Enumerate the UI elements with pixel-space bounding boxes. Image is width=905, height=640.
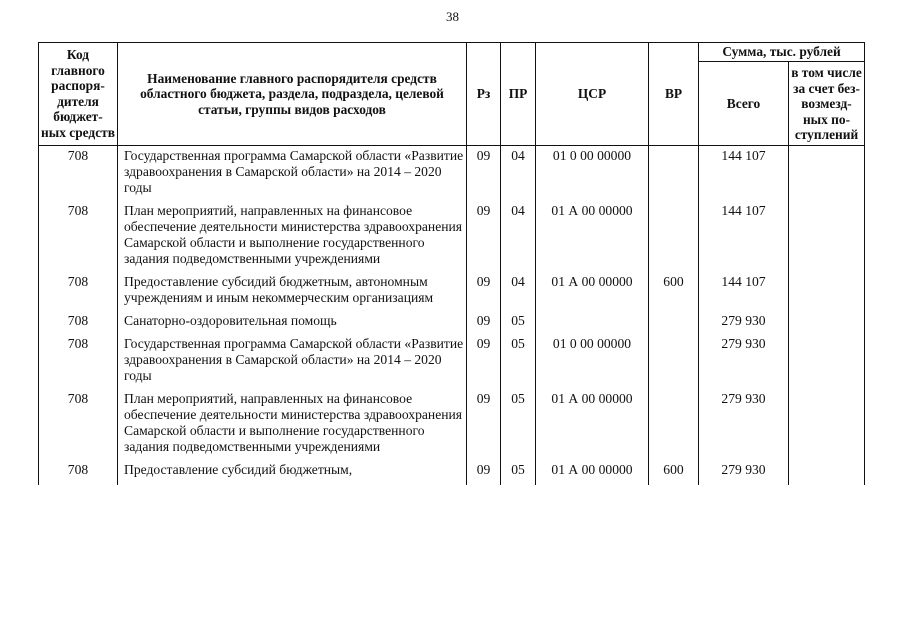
cell-incl xyxy=(789,313,865,336)
cell-rz: 09 xyxy=(467,203,501,274)
header-pr: ПР xyxy=(501,43,536,146)
cell-code: 708 xyxy=(39,391,118,462)
cell-code: 708 xyxy=(39,462,118,485)
cell-vr xyxy=(649,203,699,274)
cell-incl xyxy=(789,336,865,391)
cell-csr xyxy=(536,313,649,336)
table-row xyxy=(39,336,865,391)
cell-name: Предоставление субсидий бюджетным, xyxy=(118,462,467,485)
cell-vr: 600 xyxy=(649,274,699,313)
cell-name: Предоставление субсидий бюджетным, автономным учреждениям и иным некоммерческим организациям xyxy=(118,274,467,313)
cell-code: 708 xyxy=(39,313,118,336)
cell-vr xyxy=(649,391,699,462)
cell-pr: 04 xyxy=(501,274,536,313)
cell-csr: 01 А 00 00000 xyxy=(536,391,649,462)
header-rz: Рз xyxy=(467,43,501,146)
header-code: Код главного распоря-дителя бюджет-ных средств xyxy=(39,43,118,146)
cell-pr: 05 xyxy=(501,336,536,391)
cell-pr: 04 xyxy=(501,203,536,274)
table-header xyxy=(39,43,865,146)
cell-csr: 01 0 00 00000 xyxy=(536,336,649,391)
cell-rz: 09 xyxy=(467,336,501,391)
cell-name: Санаторно-оздоровительная помощь xyxy=(118,313,467,336)
header-name: Наименование главного распорядителя средств областного бюджета, раздела, подраздела, целевой статьи, группы видов расходов xyxy=(118,43,467,146)
cell-incl xyxy=(789,274,865,313)
cell-incl xyxy=(789,462,865,485)
cell-total: 144 107 xyxy=(699,203,789,274)
cell-name: План мероприятий, направленных на финансовое обеспечение деятельности министерства здравоохранения Самарской области и выполнение государственного задания подведомственными учреждениями xyxy=(118,203,467,274)
cell-rz: 09 xyxy=(467,391,501,462)
cell-csr: 01 0 00 00000 xyxy=(536,145,649,203)
cell-total: 279 930 xyxy=(699,336,789,391)
cell-pr: 04 xyxy=(501,145,536,203)
cell-total: 279 930 xyxy=(699,462,789,485)
cell-csr: 01 А 00 00000 xyxy=(536,462,649,485)
cell-pr: 05 xyxy=(501,313,536,336)
cell-code: 708 xyxy=(39,336,118,391)
cell-incl xyxy=(789,203,865,274)
cell-rz: 09 xyxy=(467,145,501,203)
table-row xyxy=(39,203,865,274)
cell-rz: 09 xyxy=(467,462,501,485)
cell-name: Государственная программа Самарской области «Развитие здравоохранения в Самарской области» на 2014 – 2020 годы xyxy=(118,336,467,391)
cell-code: 708 xyxy=(39,203,118,274)
budget-table xyxy=(38,42,865,485)
cell-vr: 600 xyxy=(649,462,699,485)
cell-pr: 05 xyxy=(501,462,536,485)
cell-csr: 01 А 00 00000 xyxy=(536,274,649,313)
header-csr: ЦСР xyxy=(536,43,649,146)
cell-name: Государственная программа Самарской области «Развитие здравоохранения в Самарской области» на 2014 – 2020 годы xyxy=(118,145,467,203)
cell-name: План мероприятий, направленных на финансовое обеспечение деятельности министерства здравоохранения Самарской области и выполнение государственного задания подведомственными учреждениями xyxy=(118,391,467,462)
cell-vr xyxy=(649,145,699,203)
cell-csr: 01 А 00 00000 xyxy=(536,203,649,274)
cell-incl xyxy=(789,145,865,203)
header-vr: ВР xyxy=(649,43,699,146)
cell-code: 708 xyxy=(39,274,118,313)
cell-total: 279 930 xyxy=(699,391,789,462)
header-incl: в том числе за счет без-возмезд-ных по-ступлений xyxy=(789,62,865,146)
table-row xyxy=(39,462,865,485)
header-total: Всего xyxy=(699,62,789,146)
cell-vr xyxy=(649,336,699,391)
page-number: 38 xyxy=(446,9,459,24)
cell-incl xyxy=(789,391,865,462)
cell-total: 279 930 xyxy=(699,313,789,336)
table-row xyxy=(39,274,865,313)
cell-vr xyxy=(649,313,699,336)
cell-total: 144 107 xyxy=(699,145,789,203)
cell-total: 144 107 xyxy=(699,274,789,313)
cell-rz: 09 xyxy=(467,313,501,336)
cell-pr: 05 xyxy=(501,391,536,462)
table-body xyxy=(39,145,865,485)
header-sum-group: Сумма, тыс. рублей xyxy=(699,43,865,62)
table-row xyxy=(39,391,865,462)
table-row xyxy=(39,145,865,203)
cell-code: 708 xyxy=(39,145,118,203)
table-row xyxy=(39,313,865,336)
cell-rz: 09 xyxy=(467,274,501,313)
